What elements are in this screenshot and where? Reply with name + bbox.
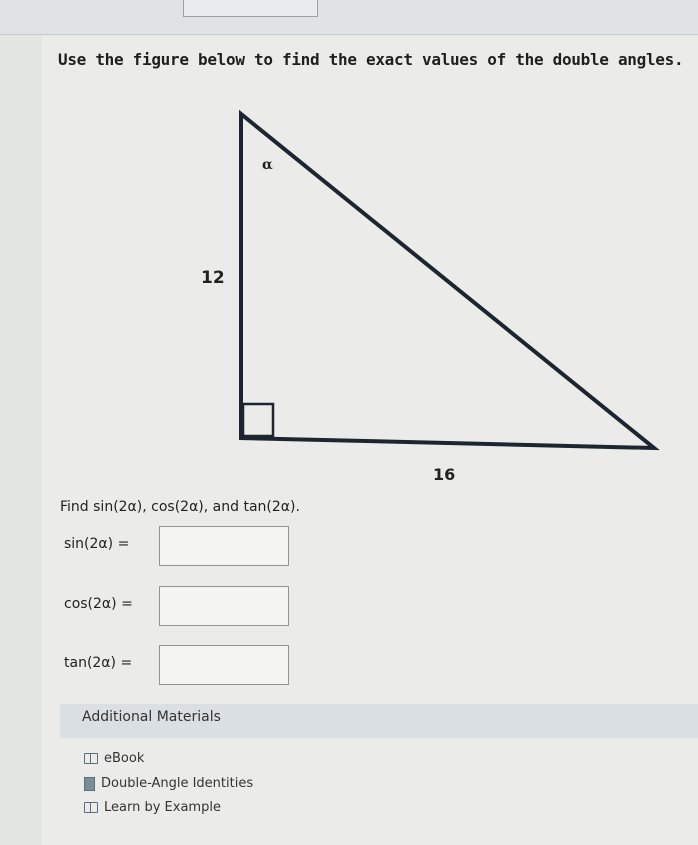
tan-label: tan(2α) = bbox=[64, 655, 133, 671]
material-label: Double-Angle Identities bbox=[101, 776, 254, 791]
sin-label: sin(2α) = bbox=[64, 536, 130, 552]
material-label: Learn by Example bbox=[104, 800, 221, 815]
material-label: eBook bbox=[104, 751, 145, 766]
question-instruction: Use the figure below to find the exact values of the double angles. bbox=[58, 50, 684, 69]
document-icon bbox=[84, 777, 95, 791]
book-icon bbox=[84, 802, 98, 813]
triangle bbox=[241, 114, 654, 448]
find-prompt: Find sin(2α), cos(2α), and tan(2α). bbox=[60, 499, 300, 515]
cos-answer-input[interactable] bbox=[159, 586, 289, 626]
materials-title: Additional Materials bbox=[82, 709, 221, 725]
right-angle-marker bbox=[243, 404, 273, 436]
tan-answer-input[interactable] bbox=[159, 645, 289, 685]
material-link-learn-by-example[interactable] bbox=[84, 800, 221, 815]
horizontal-side-label: 16 bbox=[433, 465, 456, 484]
book-icon bbox=[84, 753, 98, 764]
sin-answer-input[interactable] bbox=[159, 526, 289, 566]
material-link-double-angle-identities[interactable] bbox=[84, 776, 253, 791]
angle-alpha-label: α bbox=[262, 157, 273, 173]
material-link-ebook[interactable] bbox=[84, 751, 144, 766]
cos-label: cos(2α) = bbox=[64, 596, 133, 612]
vertical-side-label: 12 bbox=[201, 268, 225, 288]
